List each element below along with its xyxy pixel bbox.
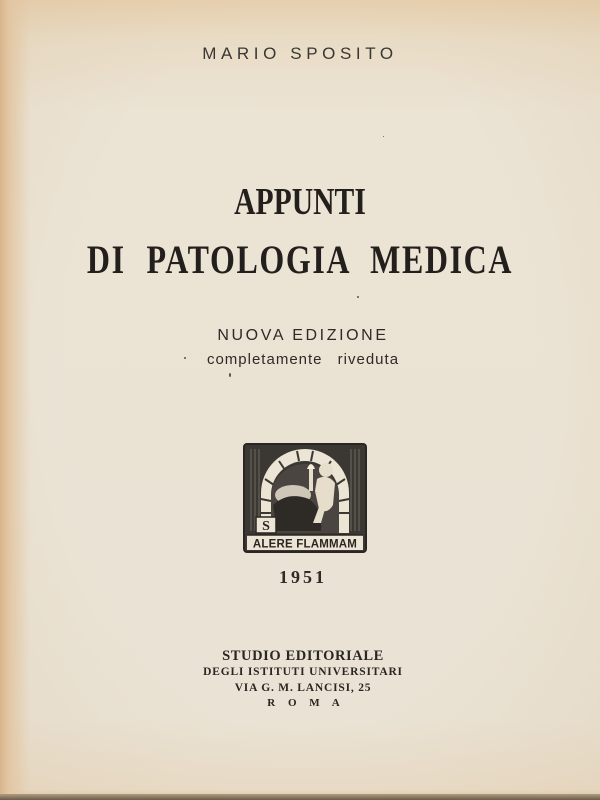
title-line-2: DI PATOLOGIA MEDICA (86, 237, 514, 282)
paper-speck (229, 373, 231, 377)
edition-label: NUOVA EDIZIONE (217, 327, 389, 344)
paper-speck (383, 136, 384, 137)
author-name: MARIO SPOSITO (202, 44, 398, 63)
svg-text:S: S (262, 519, 270, 534)
publisher-city: R O M A (267, 697, 345, 709)
publisher-line-2: DEGLI ISTITUTI UNIVERSITARI (203, 666, 403, 678)
paper-speck (357, 296, 359, 298)
paper-speck (184, 357, 186, 359)
edition-note: completamente riveduta (206, 351, 400, 368)
svg-text:ALERE FLAMMAM: ALERE FLAMMAM (252, 538, 358, 551)
publisher-name: STUDIO EDITORIALE (222, 648, 384, 664)
publisher-emblem-icon (243, 443, 367, 553)
publisher-address: VIA G. M. LANCISI, 25 (234, 682, 372, 694)
publication-year: 1951 (279, 567, 327, 587)
title-line-1: APPUNTI (234, 181, 366, 223)
